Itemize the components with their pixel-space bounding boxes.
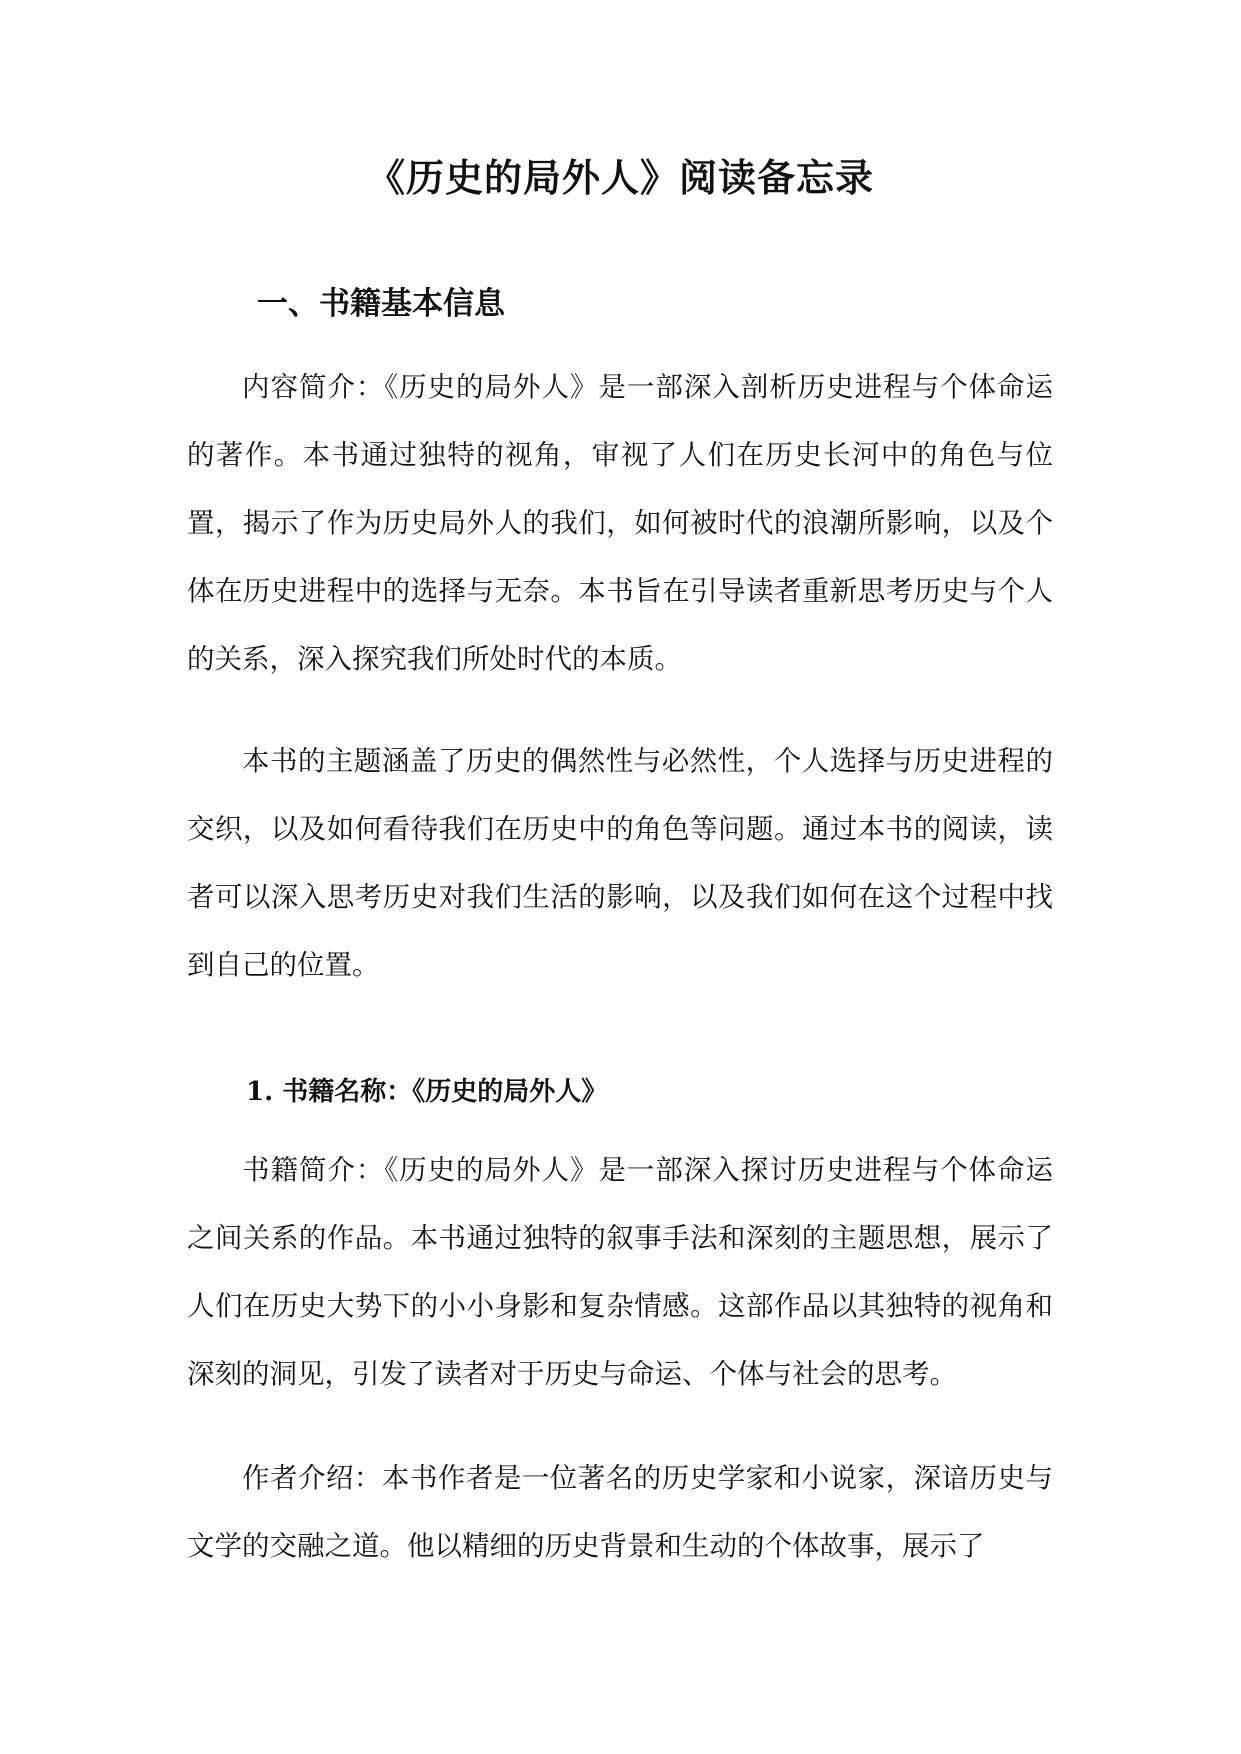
document-title: 《历史的局外人》阅读备忘录 <box>366 155 874 200</box>
section-heading-basic-info: 一、书籍基本信息 <box>257 286 505 322</box>
paragraph-content-summary: 内容简介：《历史的局外人》是一部深入剖析历史进程与个体命运的著作。本书通过独特的视角，审视了人们在历史长河中的角色与位置，揭示了作为历史局外人的我们，如何被时代的浪潮所影响，以及个体在历史进程中的选择与无奈。本书旨在引导读者重新思考历史与个人的关系，深入探究我们所处时代的本质。 <box>187 371 1053 675</box>
paragraph-themes: 本书的主题涵盖了历史的偶然性与必然性，个人选择与历史进程的交织，以及如何看待我们在历史中的角色等问题。通过本书的阅读，读者可以深入思考历史对我们生活的影响，以及我们如何在这个过程中找到自己的位置。 <box>187 745 1053 981</box>
paragraph-author-intro: 作者介绍：本书作者是一位著名的历史学家和小说家，深谙历史与文学的交融之道。他以精细的历史背景和生动的个体故事，展示了 <box>187 1462 1053 1562</box>
paragraph-book-intro: 书籍简介：《历史的局外人》是一部深入探讨历史进程与个体命运之间关系的作品。本书通过独特的叙事手法和深刻的主题思想，展示了人们在历史大势下的小小身影和复杂情感。这部作品以其独特的视角和深刻的洞见，引发了读者对于历史与命运、个体与社会的思考。 <box>187 1154 1053 1390</box>
sub-heading-book-name: 1. 书籍名称：《历史的局外人》 <box>246 1077 608 1107</box>
